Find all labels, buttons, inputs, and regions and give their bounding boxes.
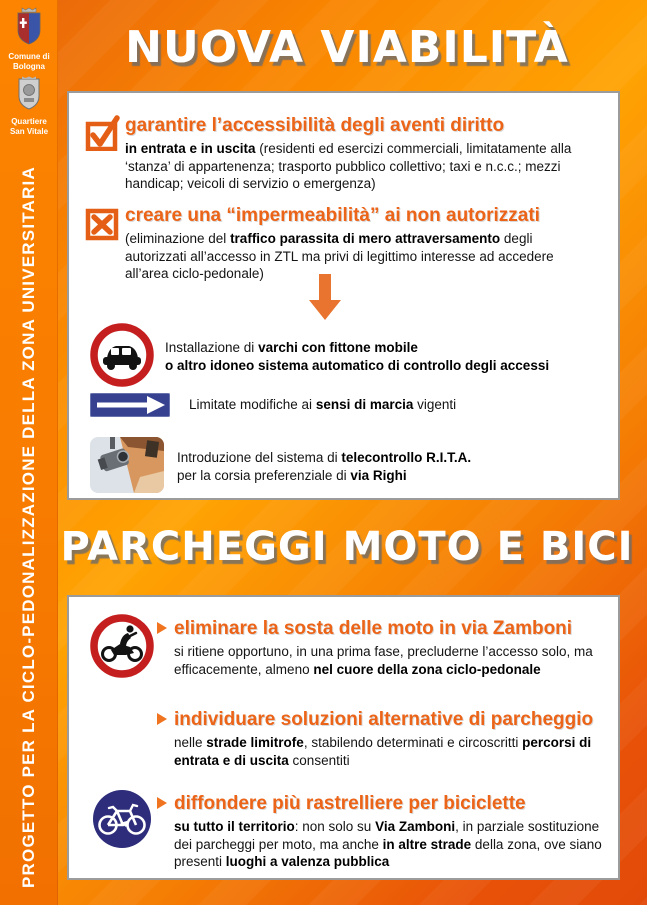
bicycle-sign-icon [90,787,154,856]
goal-item-body: in entrata e in uscita (residenti ed esercizi commerciali, limitatamente alla ‘stanza’ di appartenenza; trasporto pubblico collettivo; taxi e n.c.c.; mezzi handicap; veicoli di servizio o emergenza) [125,140,572,192]
quartiere-san-vitale-crest-icon [16,76,42,110]
goal-item [125,205,597,283]
comune-di-bologna-logo [7,7,51,71]
quartiere-san-vitale-label: Quartiere San Vitale [9,117,49,136]
camera-photo [90,437,164,498]
parking-item-title: individuare soluzioni alternative di parcheggio [174,709,594,730]
one-way-sign-icon [90,393,170,422]
checkbox-x-icon [85,203,121,246]
parking-item [157,793,609,871]
checkbox-check-icon [85,113,121,156]
parking-item-title: diffondere più rastrelliere per biciclette [174,793,526,814]
comune-di-bologna-label: Comune di Bologna [8,52,50,71]
parking-item-body: si ritiene opportuno, in una prima fase, precluderne l’accesso solo, ma efficacemente, almeno nel cuore della zona ciclo-pedonale [174,643,593,677]
parking-item [157,709,609,769]
no-cars-sign-icon [90,323,154,392]
comune-di-bologna-crest-icon [15,7,43,45]
parking-item-title: eliminare la sosta delle moto in via Zamboni [174,618,573,639]
down-arrow-icon [307,274,343,327]
vertical-project-title: PROGETTO PER LA CICLO-PEDONALIZZAZIONE DELLA ZONA UNIVERSITARIA [19,166,38,888]
section1-panel [67,91,620,500]
measure-text: Installazione di varchi con fittone mobile o altro idoneo sistema automatico di controllo degli accessi [165,340,550,374]
parking-item-body: nelle strade limitrofe, stabilendo determinati e circoscritti percorsi di entrata e di uscita consentiti [174,734,592,768]
bullet-triangle-icon [157,797,167,809]
measure-text: Limitate modifiche ai sensi di marcia vigenti [189,397,457,412]
section1-title: NUOVA VIABILITÀ [125,22,569,73]
no-motorcycles-sign-icon [90,614,154,683]
section2-panel [67,595,620,880]
parking-item-body: su tutto il territorio: non solo su Via Zamboni, in parziale sostituzione dei parcheggi per moto, ma anche in altre strade della zona, ove siano presenti luoghi a valenza pubblica [174,818,602,870]
goal-item-title: creare una “impermeabilità” ai non autorizzati [125,205,540,226]
quartiere-san-vitale-logo [7,76,51,136]
section2-title: PARCHEGGI MOTO E BICI [60,524,634,570]
goal-item-title: garantire l’accessibilità degli aventi diritto [125,115,505,136]
bullet-triangle-icon [157,713,167,725]
measure-text: Introduzione del sistema di telecontrollo R.I.T.A. per la corsia preferenziale di via Righi [177,450,472,484]
bullet-triangle-icon [157,622,167,634]
goal-item-body: (eliminazione del traffico parassita di mero attraversamento degli autorizzati all’accesso in ZTL ma privi di legittimo interesse ad accedere all’area ciclo-pedonale) [125,230,554,282]
goal-item [125,115,597,193]
parking-item [157,618,609,678]
